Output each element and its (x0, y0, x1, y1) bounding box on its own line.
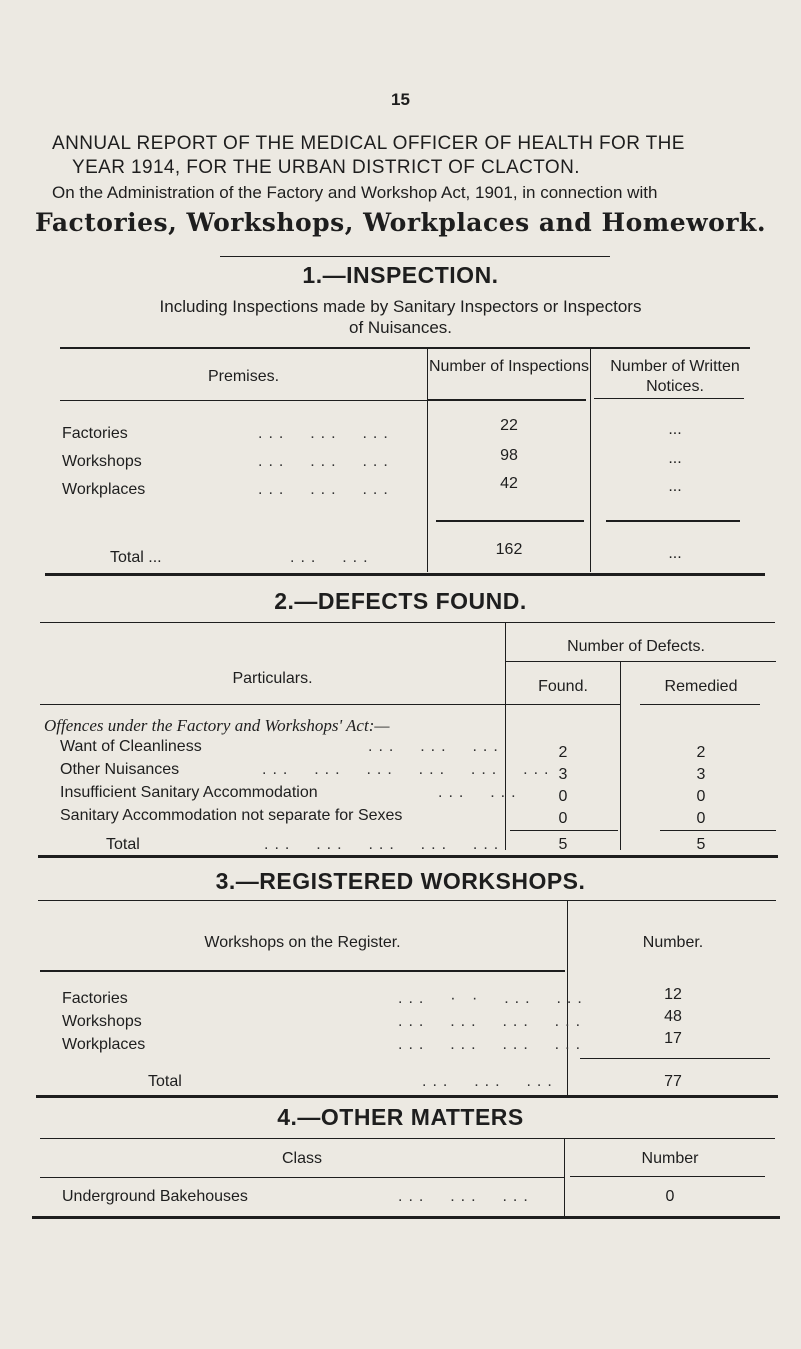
defects-row-remedied: 0 (696, 788, 706, 805)
inspection-row-inspections: 22 (500, 417, 518, 434)
offences-heading: Offences under the Factory and Workshops' Act:— (44, 716, 390, 735)
col-header-remedied: Remedied (664, 678, 738, 695)
defects-title: 2.—DEFECTS FOUND. (274, 588, 527, 614)
registered-total-label: Total (148, 1073, 182, 1090)
registered-title: 3.—REGISTERED WORKSHOPS. (215, 868, 586, 894)
inspection-title: 1.—INSPECTION. (302, 262, 499, 288)
other-matters-row-label: Underground Bakehouses (62, 1188, 248, 1205)
other-matters-row-number: 0 (665, 1188, 675, 1205)
defects-row-found: 0 (558, 788, 568, 805)
inspection-row-label: Workplaces (62, 481, 146, 498)
col-header-workshops: Workshops on the Register. (204, 934, 401, 951)
page-number: 15 (391, 90, 410, 109)
col-header-number-of-defects: Number of Defects. (567, 638, 705, 655)
inspection-row-label: Workshops (62, 453, 142, 470)
defects-row-found: 3 (558, 766, 568, 783)
registered-row-label: Factories (62, 990, 128, 1007)
defects-total-remedied: 5 (696, 836, 706, 853)
defects-row-label: Want of Cleanliness (60, 738, 202, 755)
col-header-notices: Number of Written Notices. (610, 358, 740, 395)
other-matters-title: 4.—OTHER MATTERS (277, 1104, 524, 1130)
defects-row-remedied: 0 (696, 810, 706, 827)
inspection-total-label: Total ... (110, 549, 162, 566)
defects-row-label: Other Nuisances (60, 761, 180, 778)
defects-row-label: Insufficient Sanitary Accommodation (60, 784, 318, 801)
col-header-inspections: Number of Inspections (428, 358, 590, 375)
inspection-row-inspections: 98 (500, 447, 518, 464)
inspection-row-label: Factories (62, 425, 128, 442)
inspection-total-inspections: 162 (495, 541, 523, 558)
col-header-class: Class (281, 1150, 322, 1167)
inspection-note-line-2: of Nuisances. (349, 318, 452, 337)
defects-total-found: 5 (558, 836, 568, 853)
col-header-premises: Premises. (207, 368, 280, 385)
defects-row-remedied: 3 (696, 766, 706, 783)
registered-total-number: 77 (664, 1073, 682, 1090)
inspection-row-notices: ... (668, 478, 682, 495)
defects-row-remedied: 2 (696, 744, 706, 761)
inspection-note (0, 296, 801, 338)
report-title (52, 132, 772, 180)
registered-row-label: Workplaces (62, 1036, 146, 1053)
defects-row-label: Sanitary Accommodation not separate for Sexes (60, 807, 403, 824)
report-subheading: On the Administration of the Factory and Workshop Act, 1901, in connection with (52, 183, 658, 202)
registered-row-number: 12 (664, 986, 682, 1003)
defects-row-found: 0 (558, 810, 568, 827)
inspection-row-notices: ... (668, 421, 682, 438)
report-title-line-1: ANNUAL REPORT OF THE MEDICAL OFFICER OF HEALTH FOR THE (52, 133, 685, 154)
inspection-row-notices: ... (668, 450, 682, 467)
inspection-total-notices: ... (668, 545, 682, 562)
registered-row-number: 17 (664, 1030, 682, 1047)
inspection-row-inspections: 42 (500, 475, 518, 492)
defects-row-found: 2 (558, 744, 568, 761)
registered-row-label: Workshops (62, 1013, 142, 1030)
col-header-number: Number. (642, 934, 704, 951)
col-header-number: Number (641, 1150, 699, 1167)
gothic-heading: Factories, Workshops, Workplaces and Homework. (34, 208, 767, 237)
col-header-found: Found. (538, 678, 588, 695)
defects-total-label: Total (106, 836, 140, 853)
registered-row-number: 48 (664, 1008, 682, 1025)
col-header-particulars: Particulars. (232, 670, 313, 687)
report-title-line-2: YEAR 1914, FOR THE URBAN DISTRICT OF CLACTON. (72, 157, 580, 178)
inspection-note-line-1: Including Inspections made by Sanitary Inspectors or Inspectors (159, 297, 642, 316)
